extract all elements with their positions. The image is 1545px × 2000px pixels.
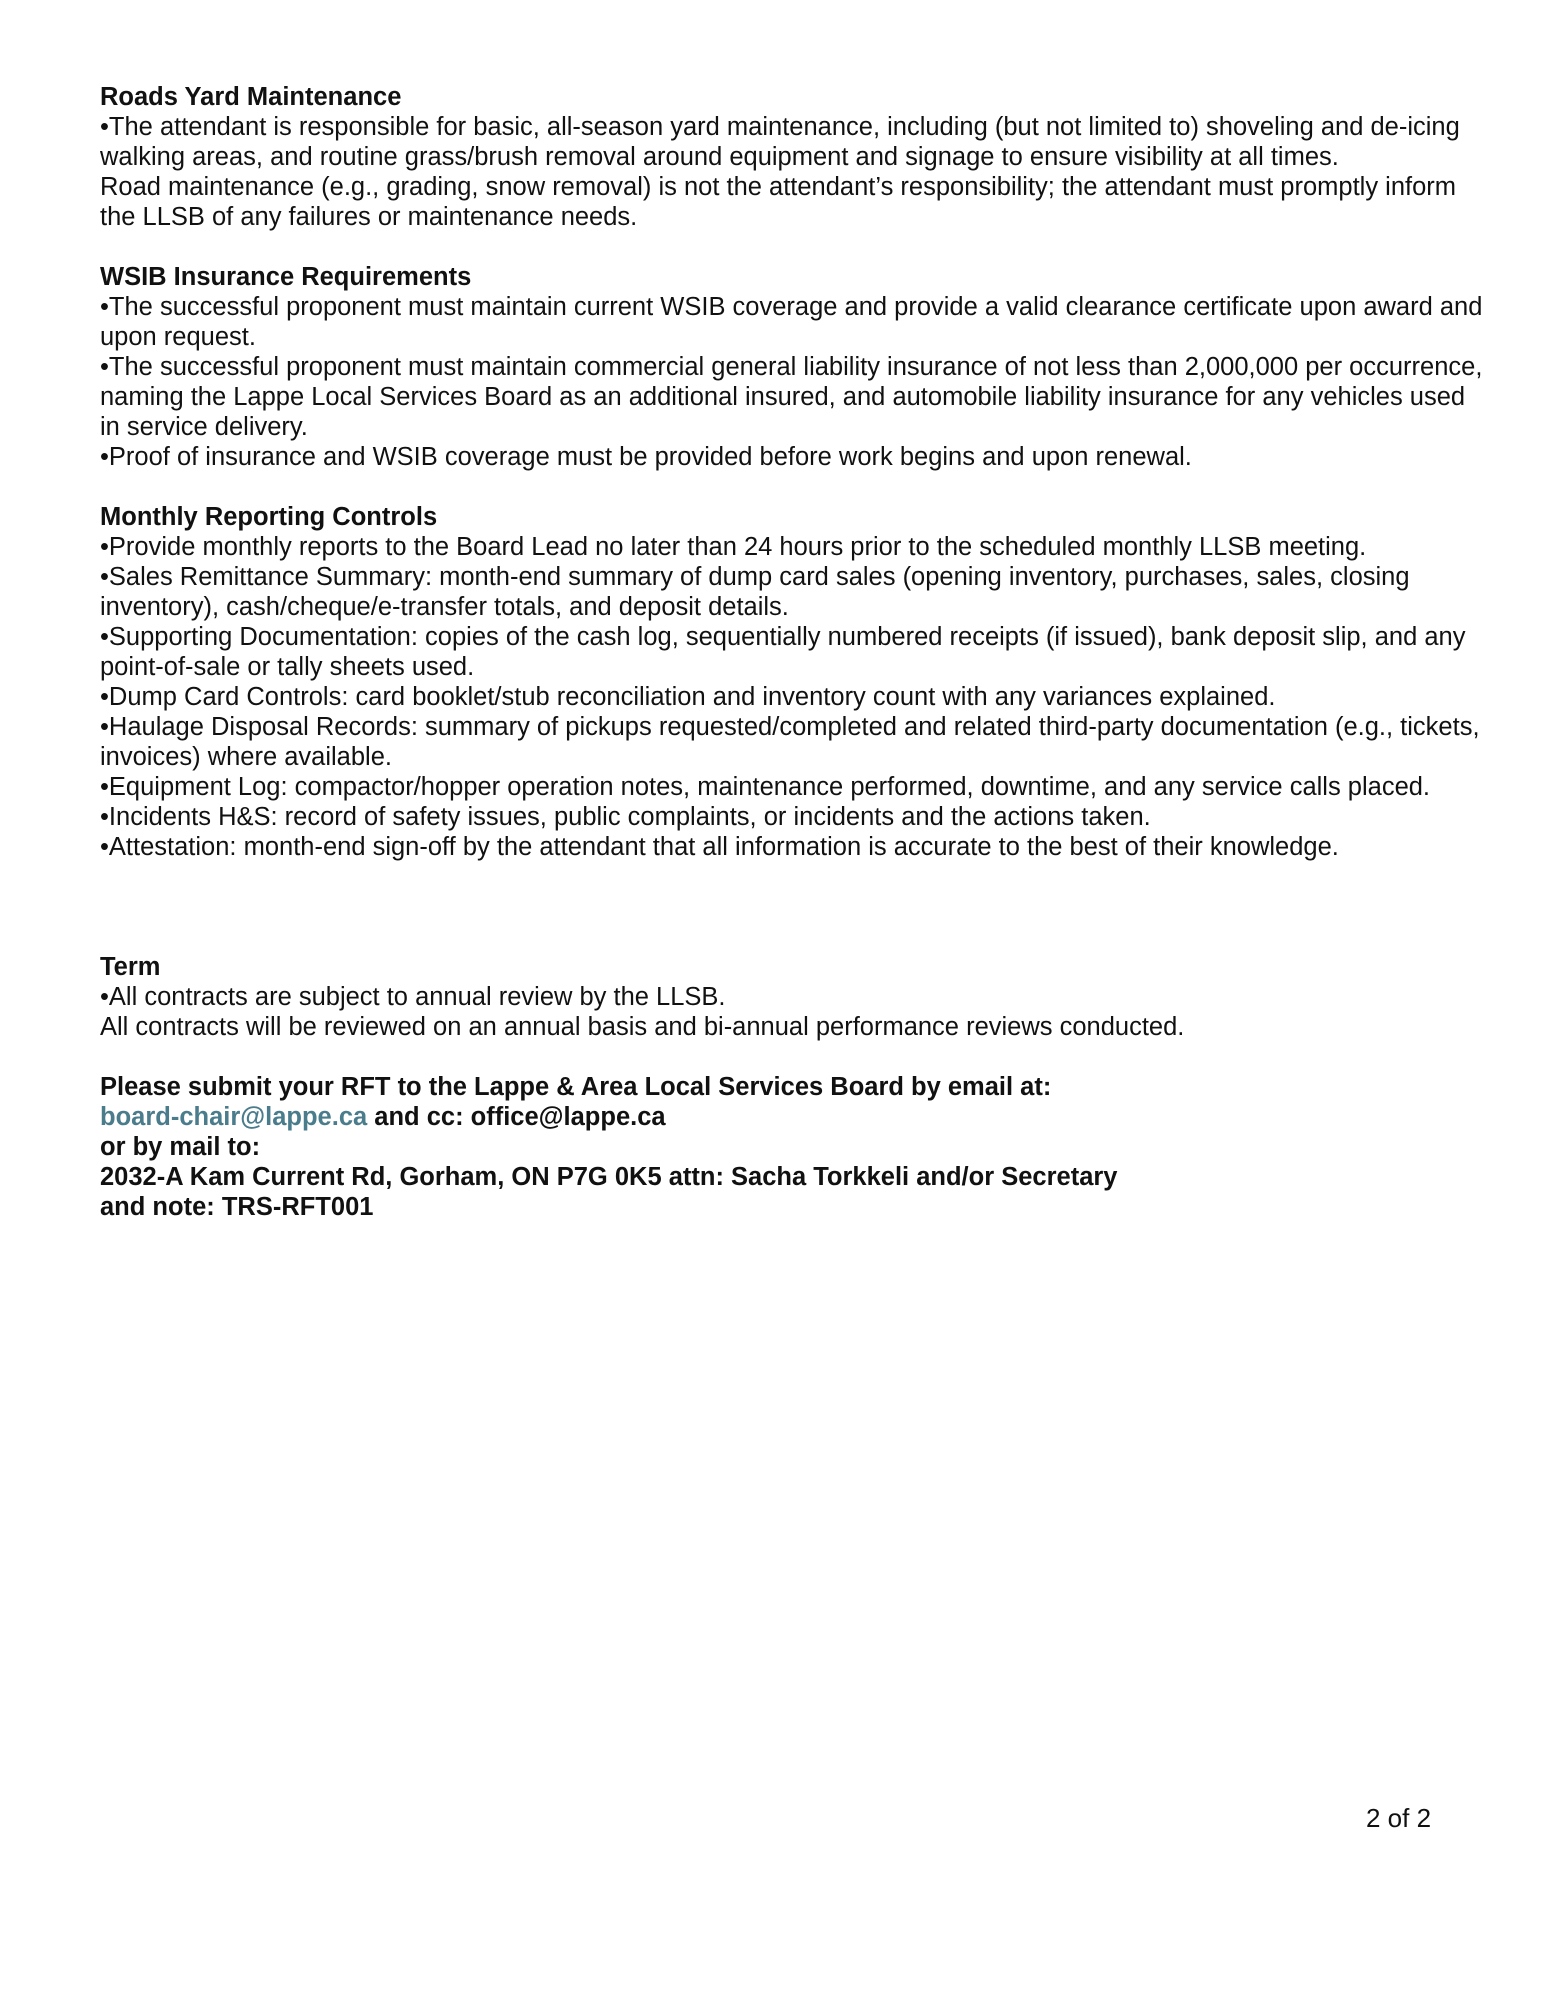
submission-line: Please submit your RFT to the Lappe & Area Local Services Board by email at:: [100, 1073, 1052, 1101]
section-term: [100, 952, 1490, 1042]
bullet-item: •The successful proponent must maintain current WSIB coverage and provide a valid clearance certificate upon award and upon request.: [100, 293, 1483, 351]
bullet-item: •Haulage Disposal Records: summary of pickups requested/completed and related third-party documentation (e.g., tickets, invoices) where available.: [100, 713, 1480, 771]
section-heading: WSIB Insurance Requirements: [100, 263, 472, 291]
bullet-item: •Incidents H&S: record of safety issues, public complaints, or incidents and the actions taken.: [100, 803, 1151, 831]
reference-note: and note: TRS-RFT001: [100, 1193, 374, 1221]
cc-text: and cc: office@lappe.ca: [367, 1103, 666, 1131]
section-monthly-reporting: [100, 502, 1490, 862]
bullet-item: •Attestation: month-end sign-off by the attendant that all information is accurate to the best of their knowledge.: [100, 833, 1339, 861]
section-heading: Term: [100, 953, 161, 981]
document-body: [100, 82, 1490, 1222]
bullet-item: •Equipment Log: compactor/hopper operation notes, maintenance performed, downtime, and any service calls placed.: [100, 773, 1431, 801]
page-number: 2 of 2: [1366, 1803, 1432, 1833]
bullet-item: •Dump Card Controls: card booklet/stub reconciliation and inventory count with any variances explained.: [100, 683, 1276, 711]
submission-instructions: [100, 1072, 1490, 1222]
paragraph: Road maintenance (e.g., grading, snow removal) is not the attendant’s responsibility; the attendant must promptly inform the LLSB of any failures or maintenance needs.: [100, 173, 1456, 231]
section-heading: Roads Yard Maintenance: [100, 83, 402, 111]
bullet-item: •Provide monthly reports to the Board Lead no later than 24 hours prior to the scheduled monthly LLSB meeting.: [100, 533, 1367, 561]
submission-email-line: [100, 1102, 1490, 1132]
paragraph: All contracts will be reviewed on an annual basis and bi-annual performance reviews conducted.: [100, 1013, 1185, 1041]
bullet-item: •Sales Remittance Summary: month-end summary of dump card sales (opening inventory, purchases, sales, closing inventory), cash/cheque/e-transfer totals, and deposit details.: [100, 563, 1410, 621]
section-roads-yard-maintenance: [100, 82, 1490, 232]
bullet-item: •Proof of insurance and WSIB coverage must be provided before work begins and upon renewal.: [100, 443, 1192, 471]
email-link[interactable]: board-chair@lappe.ca: [100, 1103, 368, 1131]
submission-line: or by mail to:: [100, 1133, 261, 1161]
section-heading: Monthly Reporting Controls: [100, 503, 438, 531]
bullet-item: •The successful proponent must maintain commercial general liability insurance of not less than 2,000,000 per occurrence, naming the Lappe Local Services Board as an additional insured, and automobile liability insurance for any vehicles used in service delivery.: [100, 353, 1483, 441]
paragraph: •The attendant is responsible for basic, all-season yard maintenance, including (but not limited to) shoveling and de-icing walking areas, and routine grass/brush removal around equipment and signage to ensure visibility at all times.: [100, 113, 1460, 171]
bullet-item: •All contracts are subject to annual review by the LLSB.: [100, 983, 726, 1011]
mailing-address: 2032-A Kam Current Rd, Gorham, ON P7G 0K5 attn: Sacha Torkkeli and/or Secretary: [100, 1163, 1118, 1191]
section-wsib-insurance: [100, 262, 1490, 472]
bullet-item: •Supporting Documentation: copies of the cash log, sequentially numbered receipts (if issued), bank deposit slip, and any point-of-sale or tally sheets used.: [100, 623, 1466, 681]
